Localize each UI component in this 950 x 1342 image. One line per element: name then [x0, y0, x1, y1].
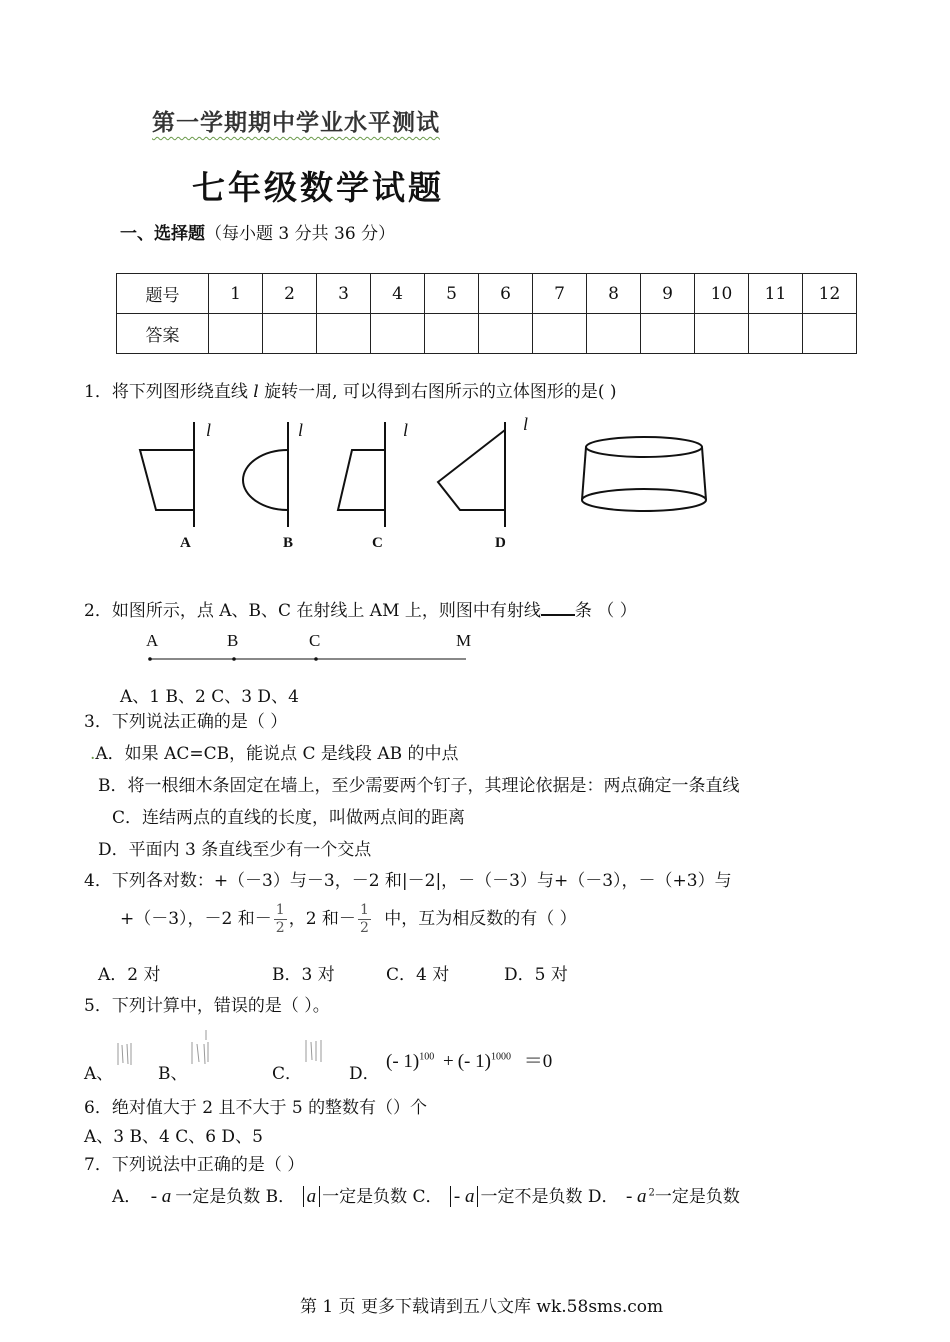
q4-option-c: C．4 对: [386, 965, 450, 985]
axis-label-d: l: [523, 414, 529, 434]
fraction-numerator: 1: [359, 902, 369, 918]
question-number: 6: [479, 274, 533, 314]
q3-option-a-text: A．如果 AC=CB，能说点 C 是线段 AB 的中点: [95, 744, 459, 764]
question-3: 3．下列说法正确的是（ ）: [84, 712, 288, 732]
expr-equals: ＝0: [523, 1051, 553, 1072]
q7-options: [112, 1182, 740, 1208]
q2-options: A、1 B、2 C、3 D、4: [120, 687, 299, 707]
q3-option-a: [90, 739, 459, 764]
point-a: [148, 657, 152, 661]
q7-option-a-expr: - a: [150, 1186, 172, 1207]
answer-cell[interactable]: [425, 314, 479, 354]
q5-option-a: A、: [84, 1064, 114, 1084]
point-b: [232, 657, 236, 661]
page-footer: 第 1 页 更多下载请到五八文库 wk.58sms.com: [300, 1297, 664, 1317]
number-row-head: 题号: [117, 274, 209, 314]
question-7: 7．下列说法中正确的是（ ）: [84, 1155, 305, 1175]
q4-option-b: B．3 对: [272, 965, 335, 985]
figure-d-shape: [438, 430, 505, 510]
q7-option-d-expr: - a: [625, 1186, 647, 1207]
figure-b-shape: [243, 450, 288, 510]
q3-option-b: B．将一根细木条固定在墙上，至少需要两个钉子，其理论依据是：两点确定一条直线: [98, 776, 740, 796]
q3-option-d: D．平面内 3 条直线至少有一个交点: [98, 840, 372, 860]
frustum-top: [586, 437, 702, 457]
q5-option-c-image: [303, 1037, 325, 1067]
exam-subtitle: 第一学期期中学业水平测试: [152, 109, 440, 136]
point-label-c: C: [309, 631, 321, 650]
q7-option-a-text: 一定是负数: [175, 1187, 261, 1207]
frustum-left-edge: [582, 447, 586, 500]
q5-option-b-image: [188, 1028, 212, 1070]
q3-option-c: C．连结两点的直线的长度，叫做两点间的距离: [112, 808, 466, 828]
q6-options: A、3 B、4 C、6 D、5: [84, 1127, 263, 1147]
q4-line2b: ，2 和－: [288, 908, 356, 929]
q4-option-a: A．2 对: [98, 965, 161, 985]
answer-cell[interactable]: [803, 314, 857, 354]
question-number: 5: [425, 274, 479, 314]
answer-cell[interactable]: [533, 314, 587, 354]
answer-table-answer-row: [117, 314, 857, 354]
figure-c-shape: [338, 450, 385, 510]
fraction-denominator: 2: [275, 919, 285, 936]
answer-cell[interactable]: [263, 314, 317, 354]
point-c: [314, 657, 318, 661]
q4-line2a: +（－3），－2 和－: [120, 908, 272, 929]
q2-text: 2．如图所示，点 A、B、C 在射线上 AM 上，则图中有射线: [84, 601, 541, 621]
question-5: 5．下列计算中，错误的是（ ）。: [84, 996, 330, 1016]
expr-exponent-2: 1000: [490, 1051, 511, 1063]
q7-option-c-label: C．: [412, 1187, 443, 1207]
question-number: 12: [803, 274, 857, 314]
q1-text: 1．将下列图形绕直线: [84, 382, 248, 402]
expr-exponent-1: 100: [419, 1051, 435, 1063]
question-number: 3: [317, 274, 371, 314]
question-number: 9: [641, 274, 695, 314]
q1-figures: [120, 412, 740, 557]
q7-option-b-expr: a: [303, 1186, 321, 1207]
expr-base: (- 1): [457, 1051, 491, 1072]
answer-cell[interactable]: [209, 314, 263, 354]
q7-option-a-label: A．: [112, 1187, 142, 1207]
answer-cell[interactable]: [371, 314, 425, 354]
answer-cell[interactable]: [479, 314, 533, 354]
q4-line2c: 中，互为相反数的有（ ）: [384, 908, 577, 929]
answer-cell[interactable]: [641, 314, 695, 354]
fraction-denominator: 2: [359, 919, 369, 936]
answer-cell[interactable]: [749, 314, 803, 354]
expr-plus: +: [442, 1051, 454, 1072]
question-number: 10: [695, 274, 749, 314]
frustum-right-edge: [702, 447, 706, 500]
q1-text2: 旋转一周, 可以得到右图所示的立体图形的是( ): [264, 382, 617, 402]
figure-label-d: D: [495, 535, 506, 551]
question-2: [84, 596, 637, 621]
answer-cell[interactable]: [587, 314, 641, 354]
q5-option-d: D．: [349, 1064, 380, 1084]
question-4-line1: 4．下列各对数：+（－3）与－3，－2 和|－2|，－（－3）与+（－3），－（+3）与: [84, 871, 732, 891]
question-number: 7: [533, 274, 587, 314]
bullet-dot-icon: .: [90, 744, 96, 764]
q7-option-c-expr: - a: [450, 1186, 479, 1207]
exam-title: 七年级数学试题: [192, 168, 444, 207]
axis-label-b: l: [298, 420, 304, 440]
answer-cell[interactable]: [695, 314, 749, 354]
q2-ray-figure: [138, 628, 483, 668]
point-label-m: M: [456, 631, 472, 650]
q4-option-d: D．5 对: [504, 965, 568, 985]
fraction-half: [274, 902, 287, 937]
figure-label-b: B: [283, 535, 294, 551]
q7-option-d-text: 一定是负数: [654, 1187, 740, 1207]
question-number: 8: [587, 274, 641, 314]
q2-answer-blank[interactable]: [541, 600, 575, 616]
expr-base: (- 1): [386, 1051, 420, 1072]
q7-option-d-exponent: 2: [648, 1187, 655, 1199]
frustum-bottom: [582, 489, 706, 511]
section-heading: [120, 219, 395, 244]
figure-label-a: A: [180, 535, 191, 551]
axis-label-a: l: [206, 420, 212, 440]
axis-label-c: l: [403, 420, 409, 440]
q7-option-c-text: 一定不是负数: [480, 1187, 583, 1207]
fraction-numerator: 1: [275, 902, 285, 918]
point-label-a: A: [146, 631, 159, 650]
q5-option-d-expression: [386, 1046, 552, 1073]
question-6: 6．绝对值大于 2 且不大于 5 的整数有（）个: [84, 1098, 428, 1118]
question-number: 11: [749, 274, 803, 314]
q5-option-c: C．: [272, 1064, 303, 1084]
answer-row-head: 答案: [117, 314, 209, 354]
q1-var: l: [253, 382, 259, 402]
q2-text2: 条 （ ）: [574, 601, 637, 621]
question-number: 2: [263, 274, 317, 314]
q7-option-b-text: 一定是负数: [322, 1187, 408, 1207]
figure-a-shape: [140, 450, 194, 510]
q7-option-b-label: B．: [265, 1187, 296, 1207]
point-label-b: B: [227, 631, 239, 650]
question-number: 1: [209, 274, 263, 314]
question-1: [84, 377, 617, 402]
section-label: 一、选择题: [120, 224, 205, 244]
q5-option-b: B、: [158, 1064, 188, 1084]
answer-table: [116, 273, 857, 354]
section-note: （每小题 3 分共 36 分）: [205, 224, 396, 244]
q7-option-d-label: D．: [587, 1187, 619, 1207]
answer-table-number-row: [117, 274, 857, 314]
answer-cell[interactable]: [317, 314, 371, 354]
question-number: 4: [371, 274, 425, 314]
q5-option-a-image: [115, 1039, 135, 1069]
fraction-half: [358, 902, 371, 937]
question-4-line2: [120, 902, 577, 937]
figure-label-c: C: [372, 535, 383, 551]
